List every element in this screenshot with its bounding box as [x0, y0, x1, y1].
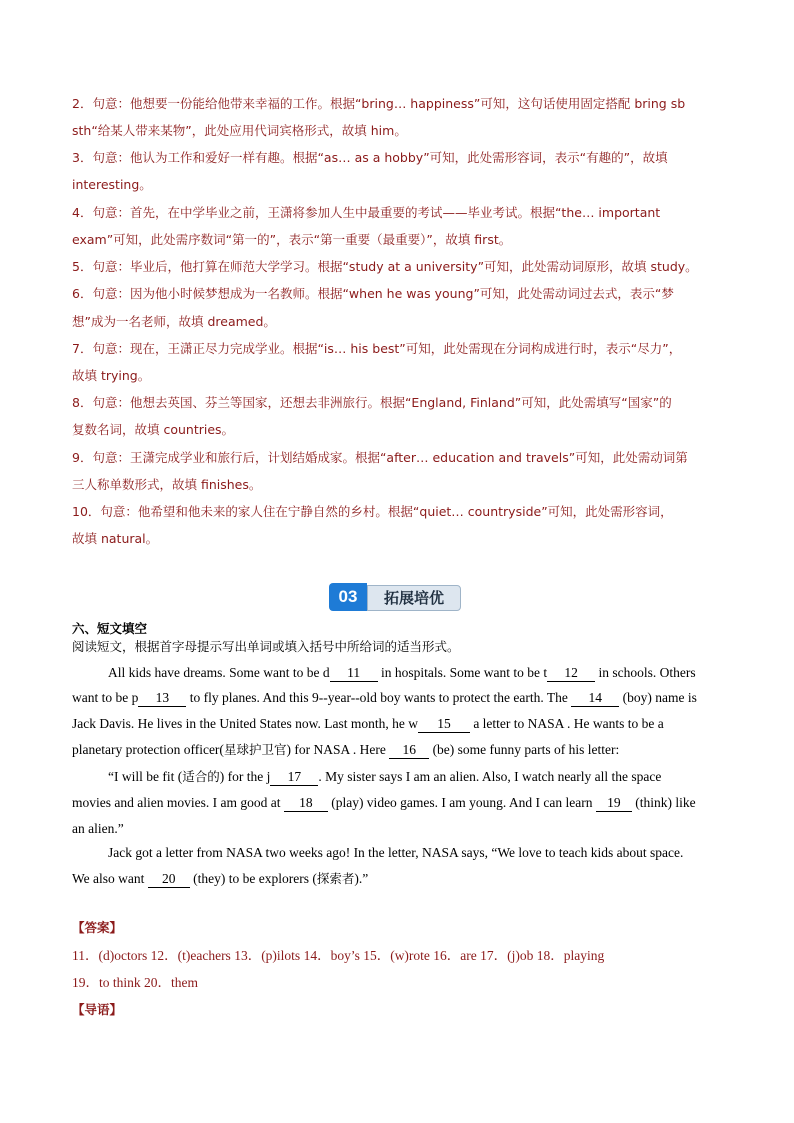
passage-line: Jack got a letter from NASA two weeks ago! In the letter, NASA says, “We love to teach kids about space. [108, 845, 684, 860]
explanation-8-line-2: 复数名词，故填 countries。 [72, 422, 235, 437]
blank-16[interactable]: 16 [389, 742, 429, 759]
blank-13[interactable]: 13 [138, 690, 186, 707]
explanation-10-line-1: 10．句意：他希望和他未来的家人住在宁静自然的乡村。根据“quiet… countryside”可知，此处需形容词， [72, 504, 673, 519]
passage-line: We also want 20 (they) to be explorers (探索者).” [72, 871, 369, 886]
explanation-9-line-1: 9．句意：王潇完成学业和旅行后，计划结婚成家。根据“after… education and travels”可知，此处需动词第 [72, 450, 688, 465]
explanation-6-line-2: 想”成为一名老师，故填 dreamed。 [72, 314, 276, 329]
blank-15[interactable]: 15 [418, 716, 470, 733]
passage-line: an alien.” [72, 821, 124, 836]
explanation-9-line-2: 三人称单数形式，故填 finishes。 [72, 477, 262, 492]
explanation-2-line-2: sth“给某人带来某物”，此处应用代词宾格形式，故填 him。 [72, 123, 407, 138]
explanation-6-line-1: 6．句意：因为他小时候梦想成为一名教师。根据“when he was young”可知，此处需动词过去式，表示“梦 [72, 286, 674, 301]
passage-line: want to be p 13 to fly planes. And this 9--year--old boy wants to protect the earth. The 14 (boy) name is [72, 690, 697, 705]
explanation-10-line-2: 故填 natural。 [72, 531, 159, 546]
passage-line: movies and alien movies. I am good at 18 (play) video games. I am young. And I can learn 19 (think) like [72, 795, 696, 810]
guide-label: 【导语】 [72, 1002, 123, 1017]
explanation-5-line-1: 5．句意：毕业后，他打算在师范大学学习。根据“study at a university”可知，此处需动词原形，故填 study。 [72, 259, 698, 274]
exercise-heading: 六、短文填空 [72, 621, 148, 636]
blank-19[interactable]: 19 [596, 795, 632, 812]
explanation-8-line-1: 8．句意：他想去英国、芬兰等国家，还想去非洲旅行。根据“England, Finland”可知，此处需填写“国家”的 [72, 395, 672, 410]
explanation-7-line-1: 7．句意：现在，王潇正尽力完成学业。根据“is… his best”可知，此处需现在分词构成进行时，表示“尽力”， [72, 341, 682, 356]
answer-label: 【答案】 [72, 920, 123, 935]
answers-line-2: 19．to think 20．them [72, 975, 198, 990]
section-number: 03 [329, 583, 367, 611]
blank-11[interactable]: 11 [330, 665, 378, 682]
explanation-3-line-2: interesting。 [72, 177, 152, 192]
explanation-3-line-1: 3．句意：他认为工作和爱好一样有趣。根据“as… as a hobby”可知，此处需形容词，表示“有趣的”，故填 [72, 150, 668, 165]
section-badge [329, 583, 465, 611]
explanation-4-line-2: exam”可知，此处需序数词“第一的”，表示“第一重要（最重要）”，故填 first。 [72, 232, 512, 247]
answers-line-1: 11．(d)octors 12．(t)eachers 13．(p)ilots 14．boy’s 15．(w)rote 16．are 17．(j)ob 18．playing [72, 948, 605, 963]
passage-line: All kids have dreams. Some want to be d 11 in hospitals. Some want to be t 12 in schools. Others [108, 665, 696, 680]
blank-12[interactable]: 12 [547, 665, 595, 682]
blank-20[interactable]: 20 [148, 871, 190, 888]
explanation-2-line-1: 2．句意：他想要一份能给他带来幸福的工作。根据“bring… happiness”可知，这句话使用固定搭配 bring sb [72, 96, 686, 111]
blank-17[interactable]: 17 [270, 769, 318, 786]
exercise-instruction: 阅读短文，根据首字母提示写出单词或填入括号中所给词的适当形式。 [72, 639, 460, 654]
explanation-7-line-2: 故填 trying。 [72, 368, 151, 383]
passage-line: “I will be fit (适合的) for the j 17 . My sister says I am an alien. Also, I watch nearly all the space [108, 769, 662, 784]
blank-18[interactable]: 18 [284, 795, 328, 812]
explanation-4-line-1: 4．句意：首先，在中学毕业之前，王潇将参加人生中最重要的考试——毕业考试。根据“the… important [72, 205, 661, 220]
section-title: 拓展培优 [367, 585, 461, 611]
passage-line: planetary protection officer(星球护卫官) for NASA . Here 16 (be) some funny parts of his letter: [72, 742, 620, 757]
passage-line: Jack Davis. He lives in the United States now. Last month, he w 15 a letter to NASA . He wants to be a [72, 716, 664, 731]
blank-14[interactable]: 14 [571, 690, 619, 707]
